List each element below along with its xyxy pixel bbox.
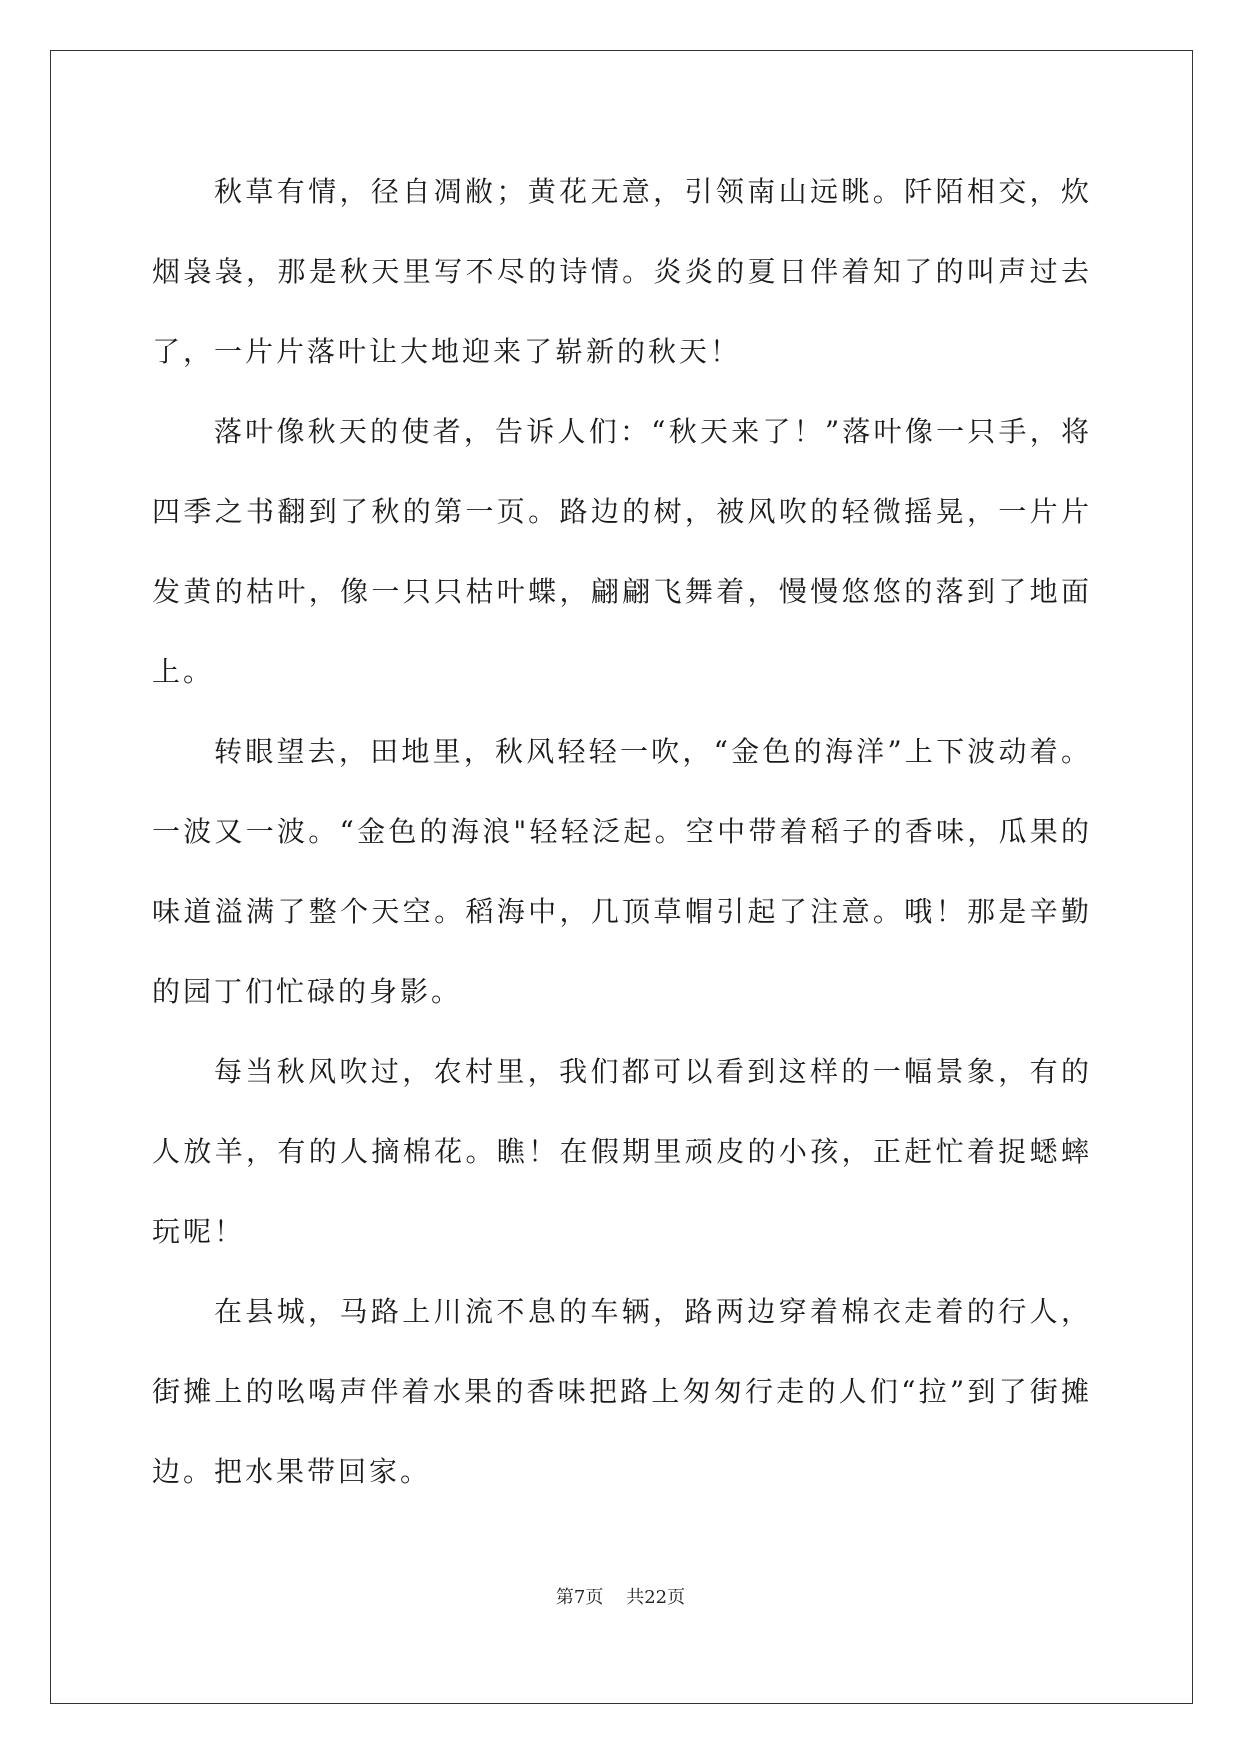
total-pages: 共22页 bbox=[626, 1587, 686, 1608]
document-body bbox=[152, 152, 1092, 1512]
paragraph: 秋草有情，径自凋敝；黄花无意，引领南山远眺。阡陌相交，炊烟袅袅，那是秋天里写不尽的诗情。炎炎的夏日伴着知了的叫声过去了，一片片落叶让大地迎来了崭新的秋天！ bbox=[152, 175, 1092, 368]
paragraph: 在县城，马路上川流不息的车辆，路两边穿着棉衣走着的行人，街摊上的吆喝声伴着水果的香味把路上匆匆行走的人们“拉”到了街摊边。把水果带回家。 bbox=[152, 1295, 1092, 1488]
paragraph: 落叶像秋天的使者，告诉人们：“秋天来了！”落叶像一只手，将四季之书翻到了秋的第一页。路边的树，被风吹的轻微摇晃，一片片发黄的枯叶，像一只只枯叶蝶，翩翩飞舞着，慢慢悠悠的落到了地面上。 bbox=[152, 415, 1092, 688]
paragraph: 每当秋风吹过，农村里，我们都可以看到这样的一幅景象，有的人放羊，有的人摘棉花。瞧！在假期里顽皮的小孩，正赶忙着捉蟋蟀玩呢！ bbox=[152, 1055, 1092, 1248]
paragraph: 转眼望去，田地里，秋风轻轻一吹，“金色的海洋”上下波动着。一波又一波。“金色的海浪"轻轻泛起。空中带着稻子的香味，瓜果的味道溢满了整个天空。稻海中，几顶草帽引起了注意。哦！那是辛勤的园丁们忙碌的身影。 bbox=[152, 735, 1092, 1008]
footer-spacer bbox=[603, 1587, 626, 1608]
page-footer bbox=[0, 1586, 1241, 1610]
page-number: 第7页 bbox=[555, 1587, 604, 1608]
